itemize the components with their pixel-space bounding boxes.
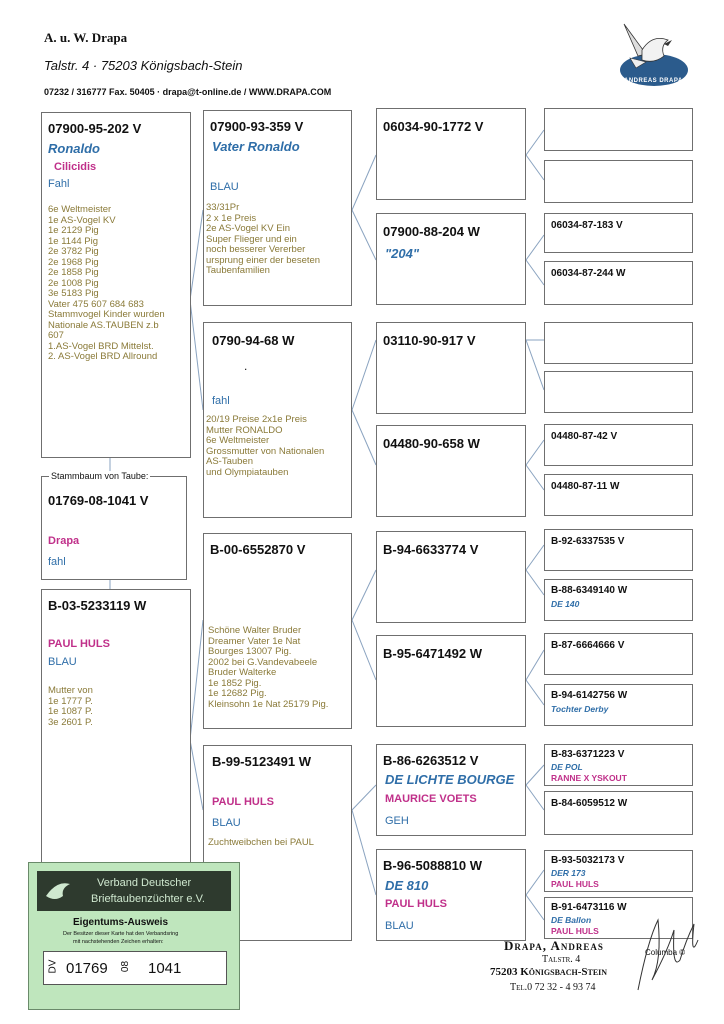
stamp-brand: Columba © bbox=[645, 948, 686, 957]
gen4-note-13b: RANNE X YSKOUT bbox=[551, 773, 627, 783]
gen4-box-12 bbox=[544, 684, 693, 726]
card-number-field bbox=[43, 951, 227, 985]
sire-sire-box bbox=[203, 110, 352, 306]
gen4-note-16b: PAUL HULS bbox=[551, 926, 599, 936]
gen4-box-1 bbox=[544, 108, 693, 151]
stamp-street: Talstr. 4 bbox=[542, 954, 581, 965]
card-org-1: Verband Deutscher bbox=[97, 877, 192, 889]
gen3-box-5 bbox=[376, 531, 526, 623]
gen4-box-13 bbox=[544, 744, 693, 786]
gen4-box-5 bbox=[544, 322, 693, 364]
gen4-note-15b: PAUL HULS bbox=[551, 879, 599, 889]
gen4-box-9 bbox=[544, 529, 693, 571]
gen3-colour-7: GEH bbox=[385, 815, 409, 827]
subject-box bbox=[41, 476, 187, 580]
gen4-ring-16: B-91-6473116 W bbox=[551, 902, 627, 913]
gen4-ring-8: 04480-87-11 W bbox=[551, 481, 620, 492]
dam-dam-owner: PAUL HULS bbox=[212, 796, 274, 808]
ownership-card bbox=[28, 862, 240, 1010]
pedigree-label: Stammbaum von Taube: bbox=[51, 471, 149, 481]
gen3-ring-7: B-86-6263512 V bbox=[383, 753, 479, 768]
sire-sire-notes: 33/31Pr 2 x 1e Preis 2e AS-Vogel KV Ein Super Flieger und ein noch besserer Vererber ursprung einer der beseten Taubenfamilien bbox=[206, 202, 321, 276]
gen4-note-12: Tochter Derby bbox=[551, 704, 609, 714]
gen3-ring-6: B-95-6471492 W bbox=[383, 646, 482, 661]
gen3-ring-3: 03110-90-917 V bbox=[383, 333, 476, 348]
sire-dam-colour: fahl bbox=[212, 395, 230, 407]
gen4-ring-11: B-87-6664666 V bbox=[551, 640, 625, 651]
handwritten-signature bbox=[628, 900, 708, 1000]
gen3-name-8: DE 810 bbox=[385, 878, 429, 893]
gen4-box-11 bbox=[544, 633, 693, 675]
stamp-name: Drapa, Andreas bbox=[504, 938, 604, 953]
stamp-tel: Tel.0 72 32 - 4 93 74 bbox=[510, 982, 596, 993]
subject-owner: Drapa bbox=[48, 535, 80, 547]
gen4-ring-13: B-83-6371223 V bbox=[551, 749, 625, 760]
gen4-note-13a: DE POL bbox=[551, 762, 583, 772]
card-org-2: Brieftaubenzüchter e.V. bbox=[91, 893, 205, 905]
breeder-name: A. u. W. Drapa bbox=[44, 30, 128, 45]
card-dv: DV bbox=[47, 959, 59, 974]
gen4-note-16a: DE Ballon bbox=[551, 915, 592, 925]
gen3-name-7: DE LICHTE BOURGE bbox=[385, 772, 515, 787]
card-title: Eigentums-Ausweis bbox=[73, 917, 169, 928]
gen3-box-8 bbox=[376, 849, 526, 941]
dam-dam-notes: Zuchtweibchen bei PAUL bbox=[208, 837, 314, 848]
gen4-box-6 bbox=[544, 371, 693, 413]
gen4-box-4 bbox=[544, 261, 693, 305]
gen4-box-8 bbox=[544, 474, 693, 516]
gen3-owner-7: MAURICE VOETS bbox=[385, 793, 477, 805]
gen3-name-2: "204" bbox=[385, 246, 420, 261]
gen4-ring-9: B-92-6337535 V bbox=[551, 536, 625, 547]
sire-sire-name: Vater Ronaldo bbox=[212, 139, 300, 154]
gen4-ring-15: B-93-5032173 V bbox=[551, 855, 625, 866]
gen3-ring-2: 07900-88-204 W bbox=[383, 224, 480, 239]
gen3-colour-8: BLAU bbox=[385, 920, 414, 932]
dam-dam-colour: BLAU bbox=[212, 817, 241, 829]
gen3-box-4 bbox=[376, 425, 526, 517]
sire-box bbox=[41, 112, 191, 458]
sire-notes: 6e Weltmeister 1e AS-Vogel KV 1e 2129 Pig 1e 1144 Pig 2e 3782 Pig 2e 1968 Pig 2e 1858 Pig 2e 1008 Pig 3e 5183 Pig Vater 475 607 684 683 Stammvogel Kinder wurden Nationale AS.TAUBEN z.b 607 1.AS-Vogel BRD Mittelst. 2. AS-Vogel BRD Allround bbox=[48, 204, 165, 362]
sire-dam-dot: . bbox=[244, 359, 248, 373]
sire-sire-ring: 07900-93-359 V bbox=[210, 119, 304, 134]
gen4-note-10: DE 140 bbox=[551, 599, 580, 609]
card-num-1: 01769 bbox=[66, 960, 108, 977]
dam-box bbox=[41, 589, 191, 867]
dam-sire-notes: Schöne Walter Bruder Dreamer Vater 1e Nat Bourges 13007 Pig. 2002 bei G.Vandevabeele Bruder Walterke 1e 1852 Pig. 1e 12682 Pig. Kleinsohn 1e Nat 25179 Pig. bbox=[208, 625, 329, 710]
gen4-ring-3: 06034-87-183 V bbox=[551, 220, 623, 231]
gen4-box-15 bbox=[544, 850, 693, 892]
gen4-box-14 bbox=[544, 791, 693, 835]
gen4-ring-10: B-88-6349140 W bbox=[551, 585, 628, 596]
gen4-box-2 bbox=[544, 160, 693, 203]
dam-sire-ring: B-00-6552870 V bbox=[210, 542, 306, 557]
gen4-note-15a: DER 173 bbox=[551, 868, 586, 878]
gen4-box-3 bbox=[544, 213, 693, 253]
logo-text: ANDREAS DRAPA bbox=[624, 78, 683, 84]
stamp-city: 75203 Königsbach-Stein bbox=[490, 966, 608, 978]
dam-dam-ring: B-99-5123491 W bbox=[212, 754, 311, 769]
gen4-box-10 bbox=[544, 579, 693, 621]
gen4-ring-7: 04480-87-42 V bbox=[551, 431, 618, 442]
sire-dam-box bbox=[203, 322, 352, 518]
gen4-box-7 bbox=[544, 424, 693, 466]
gen4-ring-12: B-94-6142756 W bbox=[551, 690, 628, 701]
card-num-2: 1041 bbox=[148, 960, 182, 977]
sire-sire-colour: BLAU bbox=[210, 181, 239, 193]
sire-name: Ronaldo bbox=[48, 141, 100, 156]
dam-sire-box bbox=[203, 533, 352, 729]
breeder-contact: 07232 / 316777 Fax. 50405 · drapa@t-online.de / WWW.DRAPA.COM bbox=[44, 87, 332, 97]
sire-colour: Fahl bbox=[48, 178, 70, 190]
gen3-box-2 bbox=[376, 213, 526, 305]
card-text-2: mit nachstehenden Zeichen erhalten: bbox=[73, 939, 164, 945]
subject-ring: 01769-08-1041 V bbox=[48, 493, 149, 508]
dam-colour: BLAU bbox=[48, 656, 77, 668]
dam-notes: Mutter von 1e 1777 P. 1e 1087 P. 3e 2601 P. bbox=[48, 685, 93, 728]
breeder-address: Talstr. 4 · 75203 Königsbach-Stein bbox=[44, 58, 243, 73]
gen3-box-6 bbox=[376, 635, 526, 727]
gen3-box-3 bbox=[376, 322, 526, 414]
card-year: 08 bbox=[120, 960, 132, 973]
sire-line: Cilicidis bbox=[54, 161, 97, 173]
card-header bbox=[37, 871, 231, 911]
gen3-owner-8: PAUL HULS bbox=[385, 898, 447, 910]
gen3-ring-4: 04480-90-658 W bbox=[383, 436, 480, 451]
dove-icon bbox=[43, 876, 73, 906]
sire-dam-ring: 0790-94-68 W bbox=[212, 333, 295, 348]
gen4-ring-14: B-84-6059512 W bbox=[551, 798, 628, 809]
dam-ring: B-03-5233119 W bbox=[48, 598, 147, 613]
gen4-ring-4: 06034-87-244 W bbox=[551, 268, 626, 279]
gen3-ring-8: B-96-5088810 W bbox=[383, 858, 482, 873]
gen3-ring-1: 06034-90-1772 V bbox=[383, 119, 484, 134]
subject-colour: fahl bbox=[48, 556, 66, 568]
gen3-box-7 bbox=[376, 744, 526, 836]
card-text-1: Der Besitzer dieser Karte hat den Verbandsring bbox=[63, 931, 179, 937]
dam-owner: PAUL HULS bbox=[48, 638, 110, 650]
sire-dam-notes: 20/19 Preise 2x1e Preis Mutter RONALDO 6e Weltmeister Grossmutter von Nationalen AS-Tauben und Olympiatauben bbox=[206, 414, 325, 478]
gen3-ring-5: B-94-6633774 V bbox=[383, 542, 479, 557]
gen3-box-1 bbox=[376, 108, 526, 200]
sire-ring: 07900-95-202 V bbox=[48, 121, 142, 136]
